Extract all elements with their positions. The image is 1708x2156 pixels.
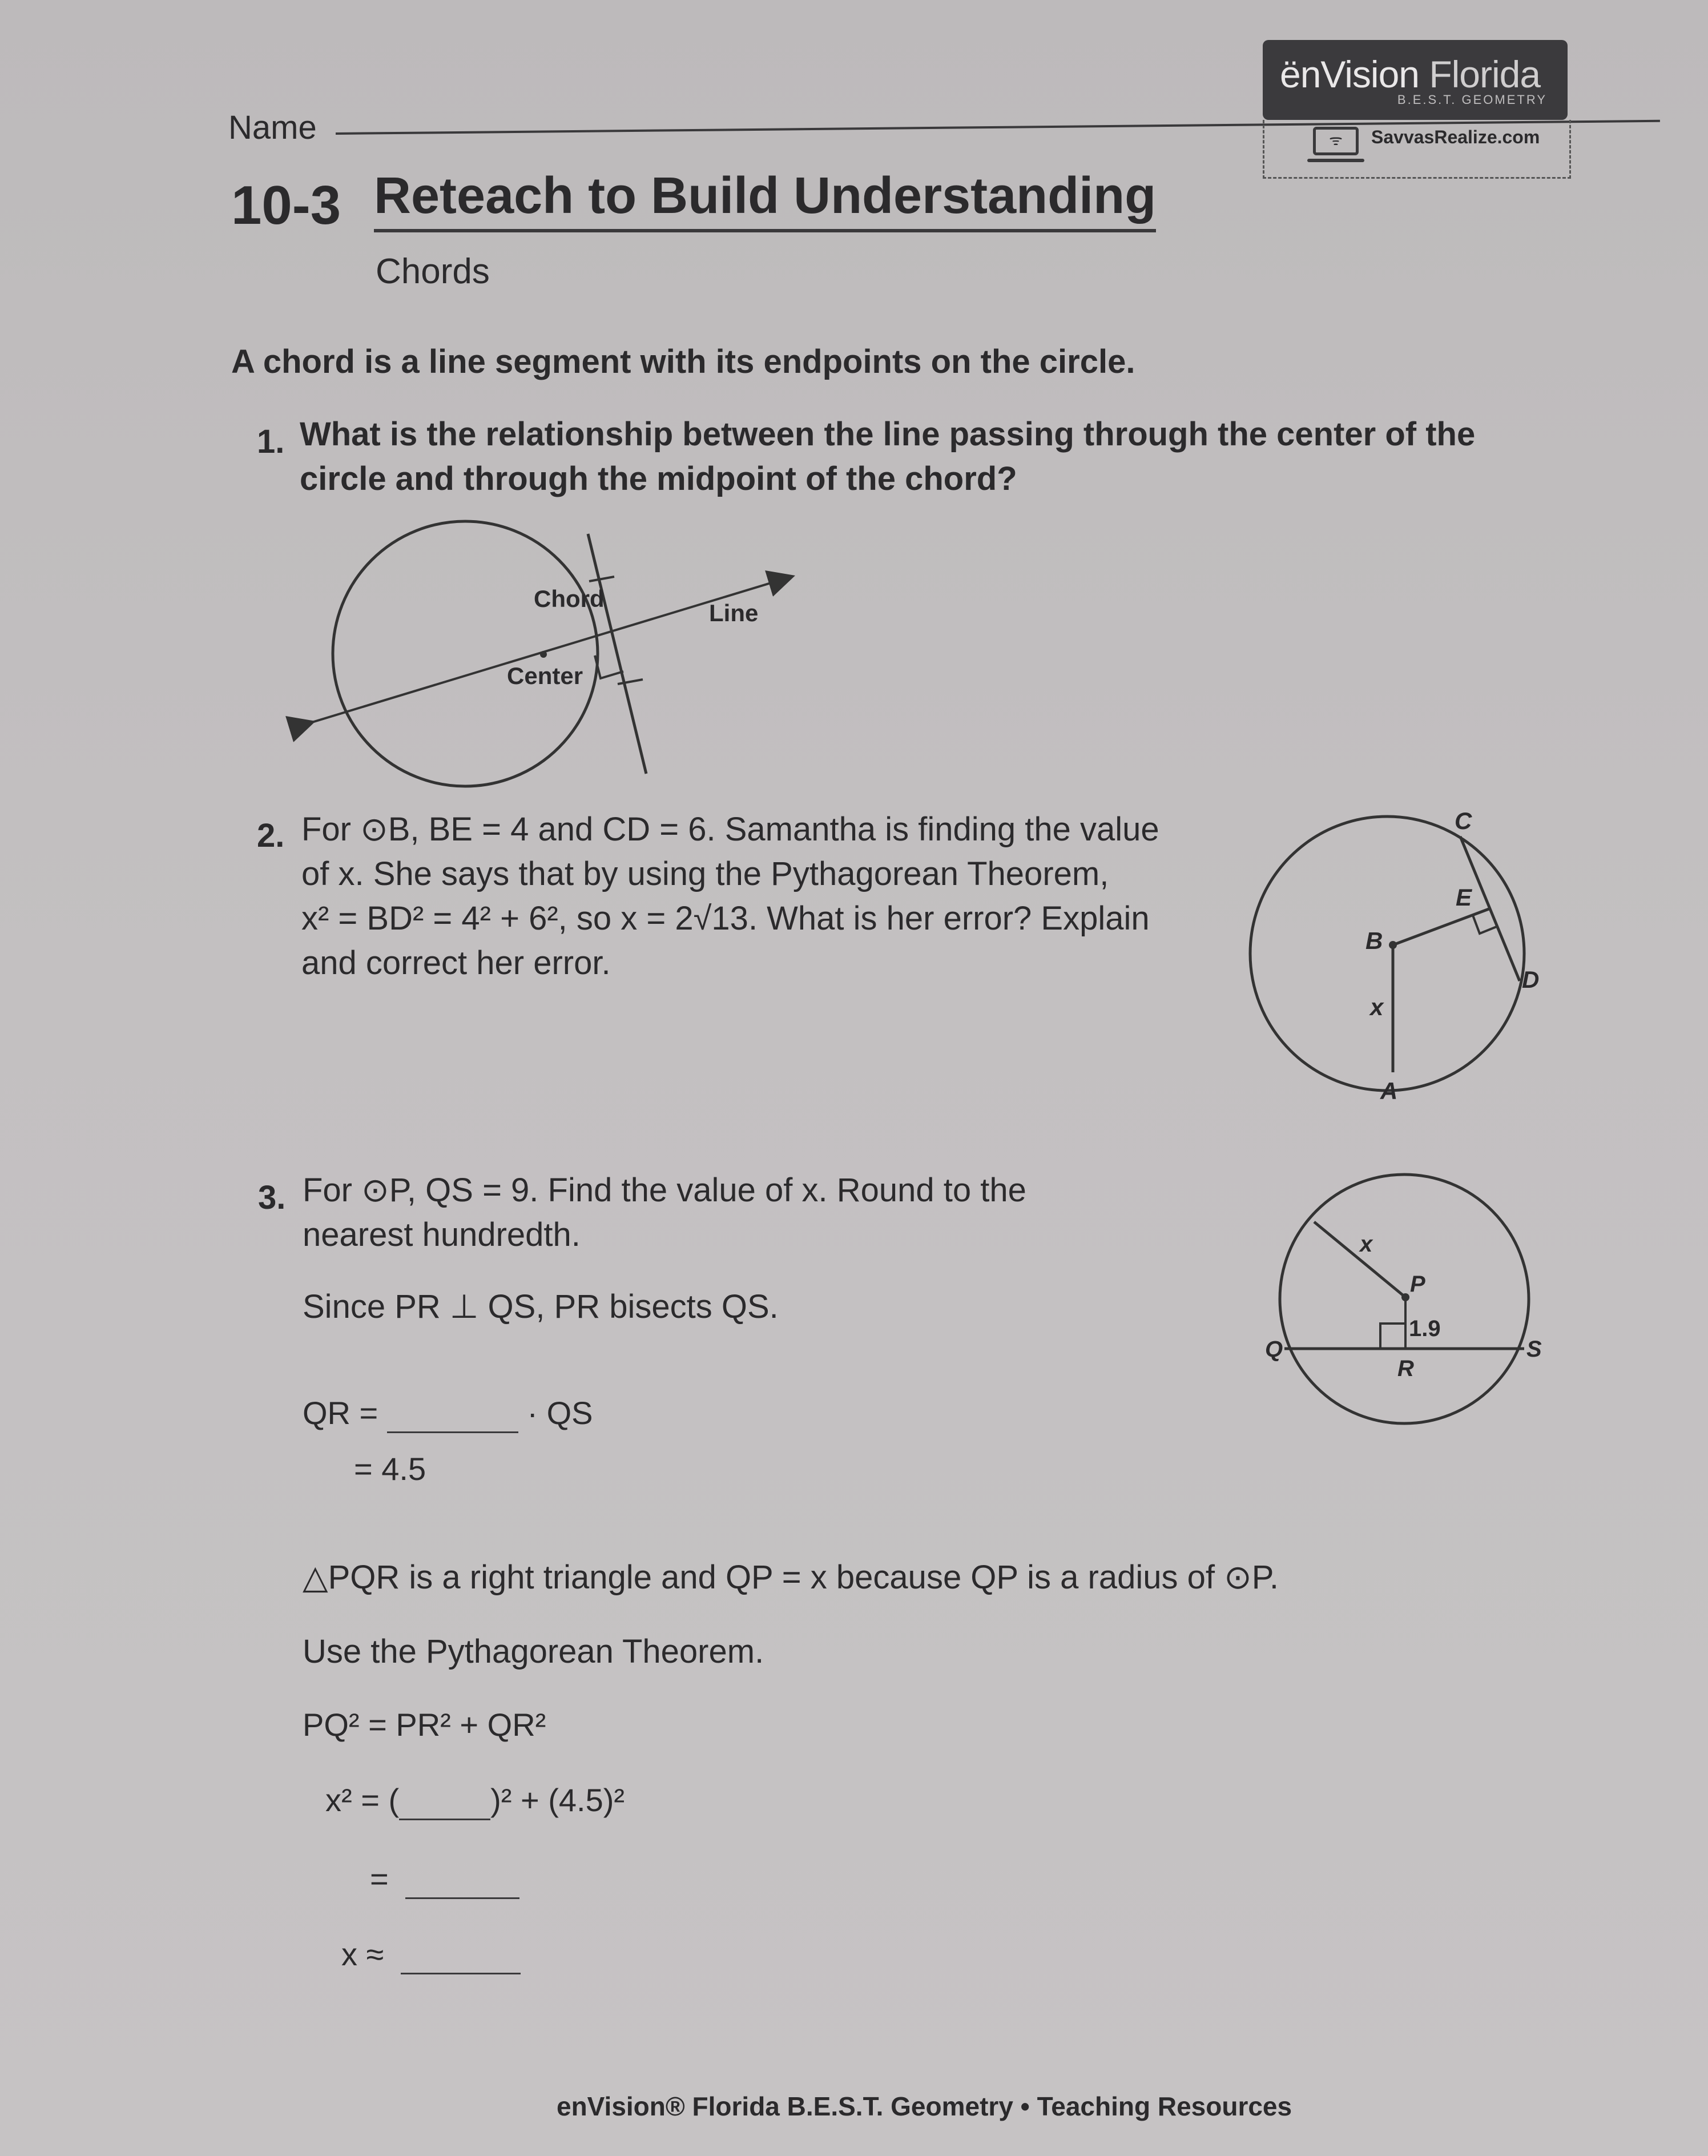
q2-number: 2. — [257, 817, 285, 854]
q2-label-a: A — [1380, 1077, 1398, 1104]
q1-label-chord: Chord — [534, 585, 605, 612]
envision-logo — [1263, 40, 1568, 120]
brand-text: ënVision Florida — [1280, 53, 1541, 95]
q3-label-s: S — [1526, 1337, 1542, 1362]
q1-label-center: Center — [507, 662, 583, 689]
q1-text — [300, 412, 1475, 501]
q2-label-b: B — [1365, 927, 1383, 954]
q2-label-e: E — [1456, 884, 1472, 911]
q3-qr-equation — [303, 1394, 593, 1433]
q1-tick-top — [589, 577, 614, 581]
q3-eq2 — [325, 1781, 625, 1820]
lesson-number: 10-3 — [231, 175, 341, 236]
q2-label-c: C — [1455, 807, 1472, 834]
q3-use-pythagorean: Use the Pythagorean Theorem. — [303, 1633, 764, 1670]
q1-line1: What is the relationship between the line passing through the center of the — [300, 416, 1476, 453]
q2-line2: of x. She says that by using the Pythagorean Theorem, — [301, 855, 1109, 892]
q3-eq3-blank[interactable] — [405, 1860, 519, 1899]
q3-line2: nearest hundredth. — [303, 1216, 581, 1253]
q3-qr-left: QR = — [303, 1395, 378, 1431]
q3-text — [303, 1168, 1026, 1257]
q3-eq3-left: = — [370, 1861, 389, 1897]
q3-label-x: x — [1360, 1232, 1373, 1257]
q2-text — [301, 807, 1159, 986]
q3-eq3 — [370, 1860, 519, 1899]
q1-tick-bottom — [618, 679, 643, 684]
q1-label-line: Line — [709, 600, 759, 626]
q3-label-q: Q — [1265, 1337, 1283, 1362]
q2-line3: x² = BD² = 4² + 6², so x = 2√13. What is her error? Explain — [301, 900, 1150, 937]
brand-subtitle: B.E.S.T. GEOMETRY — [1397, 92, 1547, 107]
lesson-title: Reteach to Build Understanding — [374, 167, 1156, 232]
laptop-wifi-icon: ᯤ — [1313, 127, 1359, 155]
q3-label-p: P — [1410, 1272, 1425, 1297]
q3-qr-right: · QS — [527, 1395, 593, 1431]
q3-eq4 — [341, 1936, 521, 1974]
q1-center-point — [540, 651, 547, 658]
q3-eq1: PQ² = PR² + QR² — [303, 1707, 546, 1743]
q3-line1: For ⊙P, QS = 9. Find the value of x. Round to the — [303, 1172, 1026, 1209]
intro-statement: A chord is a line segment with its endpoints on the circle. — [231, 343, 1135, 380]
lesson-subtitle: Chords — [376, 252, 490, 291]
q1-number: 1. — [257, 423, 285, 460]
q2-line4: and correct her error. — [301, 944, 611, 982]
q2-line1: For ⊙B, BE = 4 and CD = 6. Samantha is finding the value — [301, 811, 1159, 848]
q3-right-angle — [1380, 1324, 1405, 1349]
q2-label-d: D — [1522, 966, 1540, 993]
q1-figure — [285, 502, 811, 799]
q2-point-b — [1389, 941, 1397, 949]
q2-circle — [1250, 816, 1524, 1091]
q3-eq2-right: )² + (4.5)² — [490, 1782, 625, 1818]
q3-label-value: 1.9 — [1409, 1316, 1441, 1341]
q3-eq2-blank[interactable] — [399, 1781, 490, 1820]
q3-eq4-blank[interactable] — [401, 1936, 521, 1974]
page-footer: enVision® Florida B.E.S.T. Geometry • Teaching Resources — [557, 2091, 1292, 2121]
laptop-base-icon — [1307, 159, 1364, 162]
q3-qr-result: = 4.5 — [354, 1451, 426, 1487]
name-label: Name — [228, 109, 317, 146]
q1-circle — [333, 521, 598, 786]
q3-triangle-statement: △PQR is a right triangle and QP = x because QP is a radius of ⊙P. — [303, 1559, 1279, 1596]
q2-segment-be — [1393, 909, 1489, 945]
q3-since: Since PR ⊥ QS, PR bisects QS. — [303, 1288, 779, 1325]
q2-label-x: x — [1370, 993, 1384, 1020]
q1-line2: circle and through the midpoint of the chord? — [300, 460, 1017, 497]
q3-eq4-left: x ≈ — [341, 1936, 384, 1972]
savvas-site: SavvasRealize.com — [1371, 127, 1540, 147]
q3-point-p — [1401, 1293, 1409, 1301]
q3-eq2-left: x² = ( — [325, 1782, 400, 1818]
q3-number: 3. — [258, 1179, 286, 1216]
q3-label-r: R — [1397, 1356, 1414, 1381]
q3-figure — [1256, 1165, 1553, 1439]
q2-figure — [1244, 799, 1564, 1119]
q3-qr-blank[interactable] — [387, 1394, 518, 1433]
